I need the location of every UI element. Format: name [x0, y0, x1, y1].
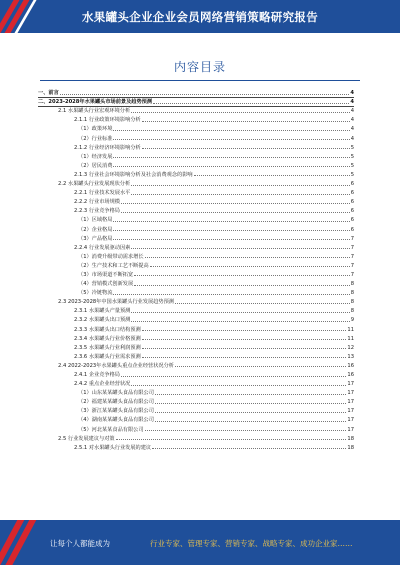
- toc-entry[interactable]: [38, 287, 354, 296]
- dot-leader: [113, 139, 349, 140]
- toc-entry-label: （1）政策环境: [78, 126, 113, 133]
- toc-entry-label: 2.2 水果罐头行业发展现状分析: [58, 181, 131, 188]
- dot-leader: [175, 303, 350, 304]
- toc-entry-label: （1）山东某某罐头食品有限公司: [78, 390, 154, 397]
- toc-entry-page: 17: [347, 417, 354, 424]
- toc-entry-label: 2.2.3 行业竞争格局: [74, 208, 120, 215]
- toc-entry-page: 4: [350, 90, 354, 97]
- toc-entry-page: 6: [350, 208, 354, 215]
- dot-leader: [113, 294, 349, 295]
- toc-entry-page: 16: [347, 362, 354, 369]
- dot-leader: [113, 130, 349, 131]
- toc-entry-page: 5: [350, 171, 354, 178]
- toc-entry-label: 2.2.4 行业发展驱动因素: [74, 244, 131, 251]
- toc-entry[interactable]: [38, 87, 354, 96]
- toc-entry-page: 4: [350, 108, 354, 115]
- toc-entry[interactable]: [38, 414, 354, 423]
- toc-entry-label: （4）湖南某某罐头食品有限公司: [78, 417, 154, 424]
- toc-entry-label: （4）营销模式创新发展: [78, 281, 134, 288]
- toc-entry-label: 2.4.1 企业竞争格局: [74, 372, 120, 378]
- toc-entry[interactable]: [38, 251, 354, 260]
- toc-entry[interactable]: [38, 305, 354, 314]
- toc-entry[interactable]: [38, 351, 354, 360]
- toc-entry[interactable]: [38, 442, 354, 451]
- toc-entry-label: （1）区域格局: [78, 217, 113, 224]
- toc-entry[interactable]: [38, 423, 354, 432]
- dot-leader: [121, 376, 346, 377]
- dot-leader: [134, 275, 350, 276]
- toc-entry-page: 4: [350, 126, 354, 133]
- toc-entry-label: 2.5 行业发展建议与对策: [58, 435, 115, 442]
- dot-leader: [121, 203, 350, 204]
- toc-entry[interactable]: [38, 296, 354, 305]
- dot-leader: [113, 221, 349, 222]
- toc-entry-page: 11: [347, 335, 354, 342]
- toc-entry-label: （5）河北某某食品有限公司: [78, 426, 144, 433]
- dot-leader: [145, 430, 347, 431]
- dot-leader: [142, 357, 347, 358]
- toc-entry-label: （1）消费升级带动需求增长: [78, 253, 144, 260]
- toc-entry-label: （3）产品格局: [78, 235, 113, 242]
- dot-leader: [131, 321, 349, 322]
- toc-entry-label: 2.1 水果罐头行业宏观环境分析: [58, 108, 131, 115]
- toc-entry[interactable]: [38, 378, 354, 387]
- toc-entry[interactable]: [38, 314, 354, 323]
- toc-entry-page: 8: [350, 299, 354, 306]
- dot-leader: [194, 175, 350, 176]
- toc-entry-page: 7: [350, 262, 354, 269]
- toc-entry-page: 6: [350, 199, 354, 206]
- dot-leader: [131, 194, 349, 195]
- dot-leader: [153, 103, 349, 104]
- toc-entry-page: 17: [347, 426, 354, 433]
- toc-entry-label: （2）福建某某罐头食品有限公司: [78, 399, 154, 406]
- toc-entry-page: 4: [350, 117, 354, 124]
- toc-entry[interactable]: [38, 178, 354, 187]
- toc-entry-label: 二、2023-2028年水果罐头市场前景及趋势预测: [38, 99, 153, 106]
- toc-entry-page: 6: [350, 181, 354, 188]
- toc-entry[interactable]: [38, 132, 354, 141]
- dot-leader: [142, 330, 347, 331]
- dot-leader: [142, 148, 350, 149]
- toc-entry-label: 2.3.2 水果罐头出口预测: [74, 317, 131, 324]
- toc-entry-page: 8: [350, 281, 354, 288]
- toc-entry-label: 2.2.2 行业市场规模: [74, 199, 120, 206]
- toc-entry-page: 17: [347, 381, 354, 388]
- dot-leader: [155, 403, 346, 404]
- footer-bar: [0, 520, 400, 565]
- toc-entry-page: 7: [350, 253, 354, 260]
- dot-leader: [60, 94, 350, 95]
- toc-entry-label: （2）行业标准: [78, 135, 113, 142]
- toc-entry[interactable]: [38, 405, 354, 414]
- footer-slogan: 让每个人都能成为: [50, 539, 110, 548]
- toc-entry-label: 2.3.6 水果罐头行业需求预测: [74, 353, 141, 360]
- toc-entry-page: 11: [347, 326, 354, 333]
- toc-entry-page: 9: [350, 317, 354, 324]
- dot-leader: [116, 439, 347, 440]
- toc-entry-page: 8: [350, 308, 354, 315]
- dot-leader: [142, 339, 347, 340]
- toc-entry-page: 17: [347, 390, 354, 397]
- dot-leader: [113, 166, 349, 167]
- toc-entry-page: 12: [347, 344, 354, 351]
- dot-leader: [131, 112, 350, 113]
- dot-leader: [142, 348, 347, 349]
- toc-entry-label: （2）生产技术和工艺不断提高: [78, 262, 149, 269]
- toc-entry[interactable]: [38, 123, 354, 132]
- toc-entry-label: 2.1.1 行业政策环境影响分析: [74, 117, 141, 124]
- toc-entry[interactable]: [38, 242, 354, 251]
- toc-divider: [40, 80, 360, 81]
- toc-entry-page: 6: [350, 190, 354, 197]
- toc-entry[interactable]: [38, 396, 354, 405]
- toc-entry-page: 5: [350, 153, 354, 160]
- dot-leader: [145, 257, 350, 258]
- toc-entry-page: 17: [347, 399, 354, 406]
- toc-entry-label: （2）企业格局: [78, 226, 113, 233]
- dot-leader: [113, 157, 349, 158]
- toc-entry-label: 2.4 2022-2023年水果罐头重点企业经营状况分析: [58, 362, 174, 369]
- toc-entry[interactable]: [38, 196, 354, 205]
- toc-entry-page: 7: [350, 271, 354, 278]
- toc-entry[interactable]: [38, 96, 354, 105]
- dot-leader: [155, 412, 346, 413]
- toc-entry[interactable]: [38, 342, 354, 351]
- toc-heading: 内容目录: [173, 60, 226, 74]
- toc-entry-label: （3）浙江某某罐头食品有限公司: [78, 408, 154, 415]
- toc-entry-label: 一、前言: [38, 90, 59, 97]
- dot-leader: [113, 239, 349, 240]
- toc-entry[interactable]: [38, 187, 354, 196]
- toc-entry-label: 2.3.1 水果罐头产量预测: [74, 308, 131, 315]
- dot-leader: [131, 312, 349, 313]
- toc-entry-page: 7: [350, 244, 354, 251]
- toc-entry[interactable]: [38, 433, 354, 442]
- toc-entry-label: （5）冷链物流: [78, 290, 113, 297]
- dot-leader: [155, 421, 346, 422]
- toc-entry[interactable]: [38, 205, 354, 214]
- toc-entry-label: （2）居民消费: [78, 162, 113, 169]
- toc-entry-label: 2.1.2 行业经济环境影响分析: [74, 144, 141, 151]
- toc-entry[interactable]: [38, 151, 354, 160]
- toc-entry-label: 2.5.1 对水果罐头行业发展的建议: [74, 444, 152, 451]
- toc-entry-page: 5: [350, 144, 354, 151]
- toc-entry-page: 17: [347, 408, 354, 415]
- toc-entry-label: 2.3.5 水果罐头行业利润预测: [74, 344, 141, 351]
- dot-leader: [150, 266, 350, 267]
- toc-entry[interactable]: [38, 323, 354, 332]
- table-of-contents: [38, 87, 354, 451]
- toc-entry-page: 4: [350, 135, 354, 142]
- toc-entry[interactable]: [38, 214, 354, 223]
- toc-entry[interactable]: [38, 387, 354, 396]
- toc-entry-page: 6: [350, 217, 354, 224]
- toc-entry[interactable]: [38, 369, 354, 378]
- toc-entry[interactable]: [38, 160, 354, 169]
- dot-leader: [131, 185, 350, 186]
- report-title: 水果罐头企业企业会员网络营销策略研究报告: [82, 10, 318, 24]
- toc-entry[interactable]: [38, 142, 354, 151]
- toc-entry[interactable]: [38, 223, 354, 232]
- toc-entry-page: 18: [347, 444, 354, 451]
- toc-entry-page: 16: [347, 372, 354, 378]
- toc-entry[interactable]: [38, 233, 354, 242]
- toc-entry[interactable]: [38, 114, 354, 123]
- toc-entry-page: 13: [347, 353, 354, 360]
- footer-tagline: 行业专家、管理专家、营销专家、战略专家、成功企业家……: [150, 539, 353, 548]
- toc-entry-page: 5: [350, 162, 354, 169]
- toc-entry[interactable]: [38, 105, 354, 114]
- header-bar: [0, 0, 400, 33]
- toc-entry-page: 6: [350, 226, 354, 233]
- toc-entry-label: 2.2.1 行业技术发展水平: [74, 190, 131, 197]
- dot-leader: [142, 121, 350, 122]
- toc-entry-label: （3）市场渠道不断拓宽: [78, 271, 134, 278]
- toc-entry-page: 4: [350, 99, 354, 106]
- toc-entry-label: 2.4.2 重点企业经营状况: [74, 381, 131, 388]
- toc-entry[interactable]: [38, 360, 354, 369]
- toc-entry-page: 8: [350, 290, 354, 297]
- toc-entry-label: 2.3 2023-2028年中国水果罐头行业发展趋势预测: [58, 299, 174, 306]
- toc-entry[interactable]: [38, 269, 354, 278]
- dot-leader: [131, 385, 346, 386]
- toc-entry-page: 18: [347, 435, 354, 442]
- toc-entry[interactable]: [38, 169, 354, 178]
- toc-entry-label: 2.3.4 水果罐头行业价格预测: [74, 335, 141, 342]
- toc-entry[interactable]: [38, 260, 354, 269]
- toc-entry-page: 7: [350, 235, 354, 242]
- dot-leader: [152, 448, 346, 449]
- toc-entry-label: 2.1.3 行业社会环境影响分析及社会消费观念的影响: [74, 171, 193, 178]
- dot-leader: [121, 212, 350, 213]
- toc-entry[interactable]: [38, 333, 354, 342]
- toc-entry-label: 2.3.3 水果罐头出口结构预测: [74, 326, 141, 333]
- toc-entry[interactable]: [38, 278, 354, 287]
- toc-entry-label: （1）经济发展: [78, 153, 113, 160]
- dot-leader: [131, 248, 349, 249]
- dot-leader: [134, 285, 350, 286]
- dot-leader: [155, 394, 346, 395]
- dot-leader: [113, 230, 349, 231]
- dot-leader: [175, 366, 346, 367]
